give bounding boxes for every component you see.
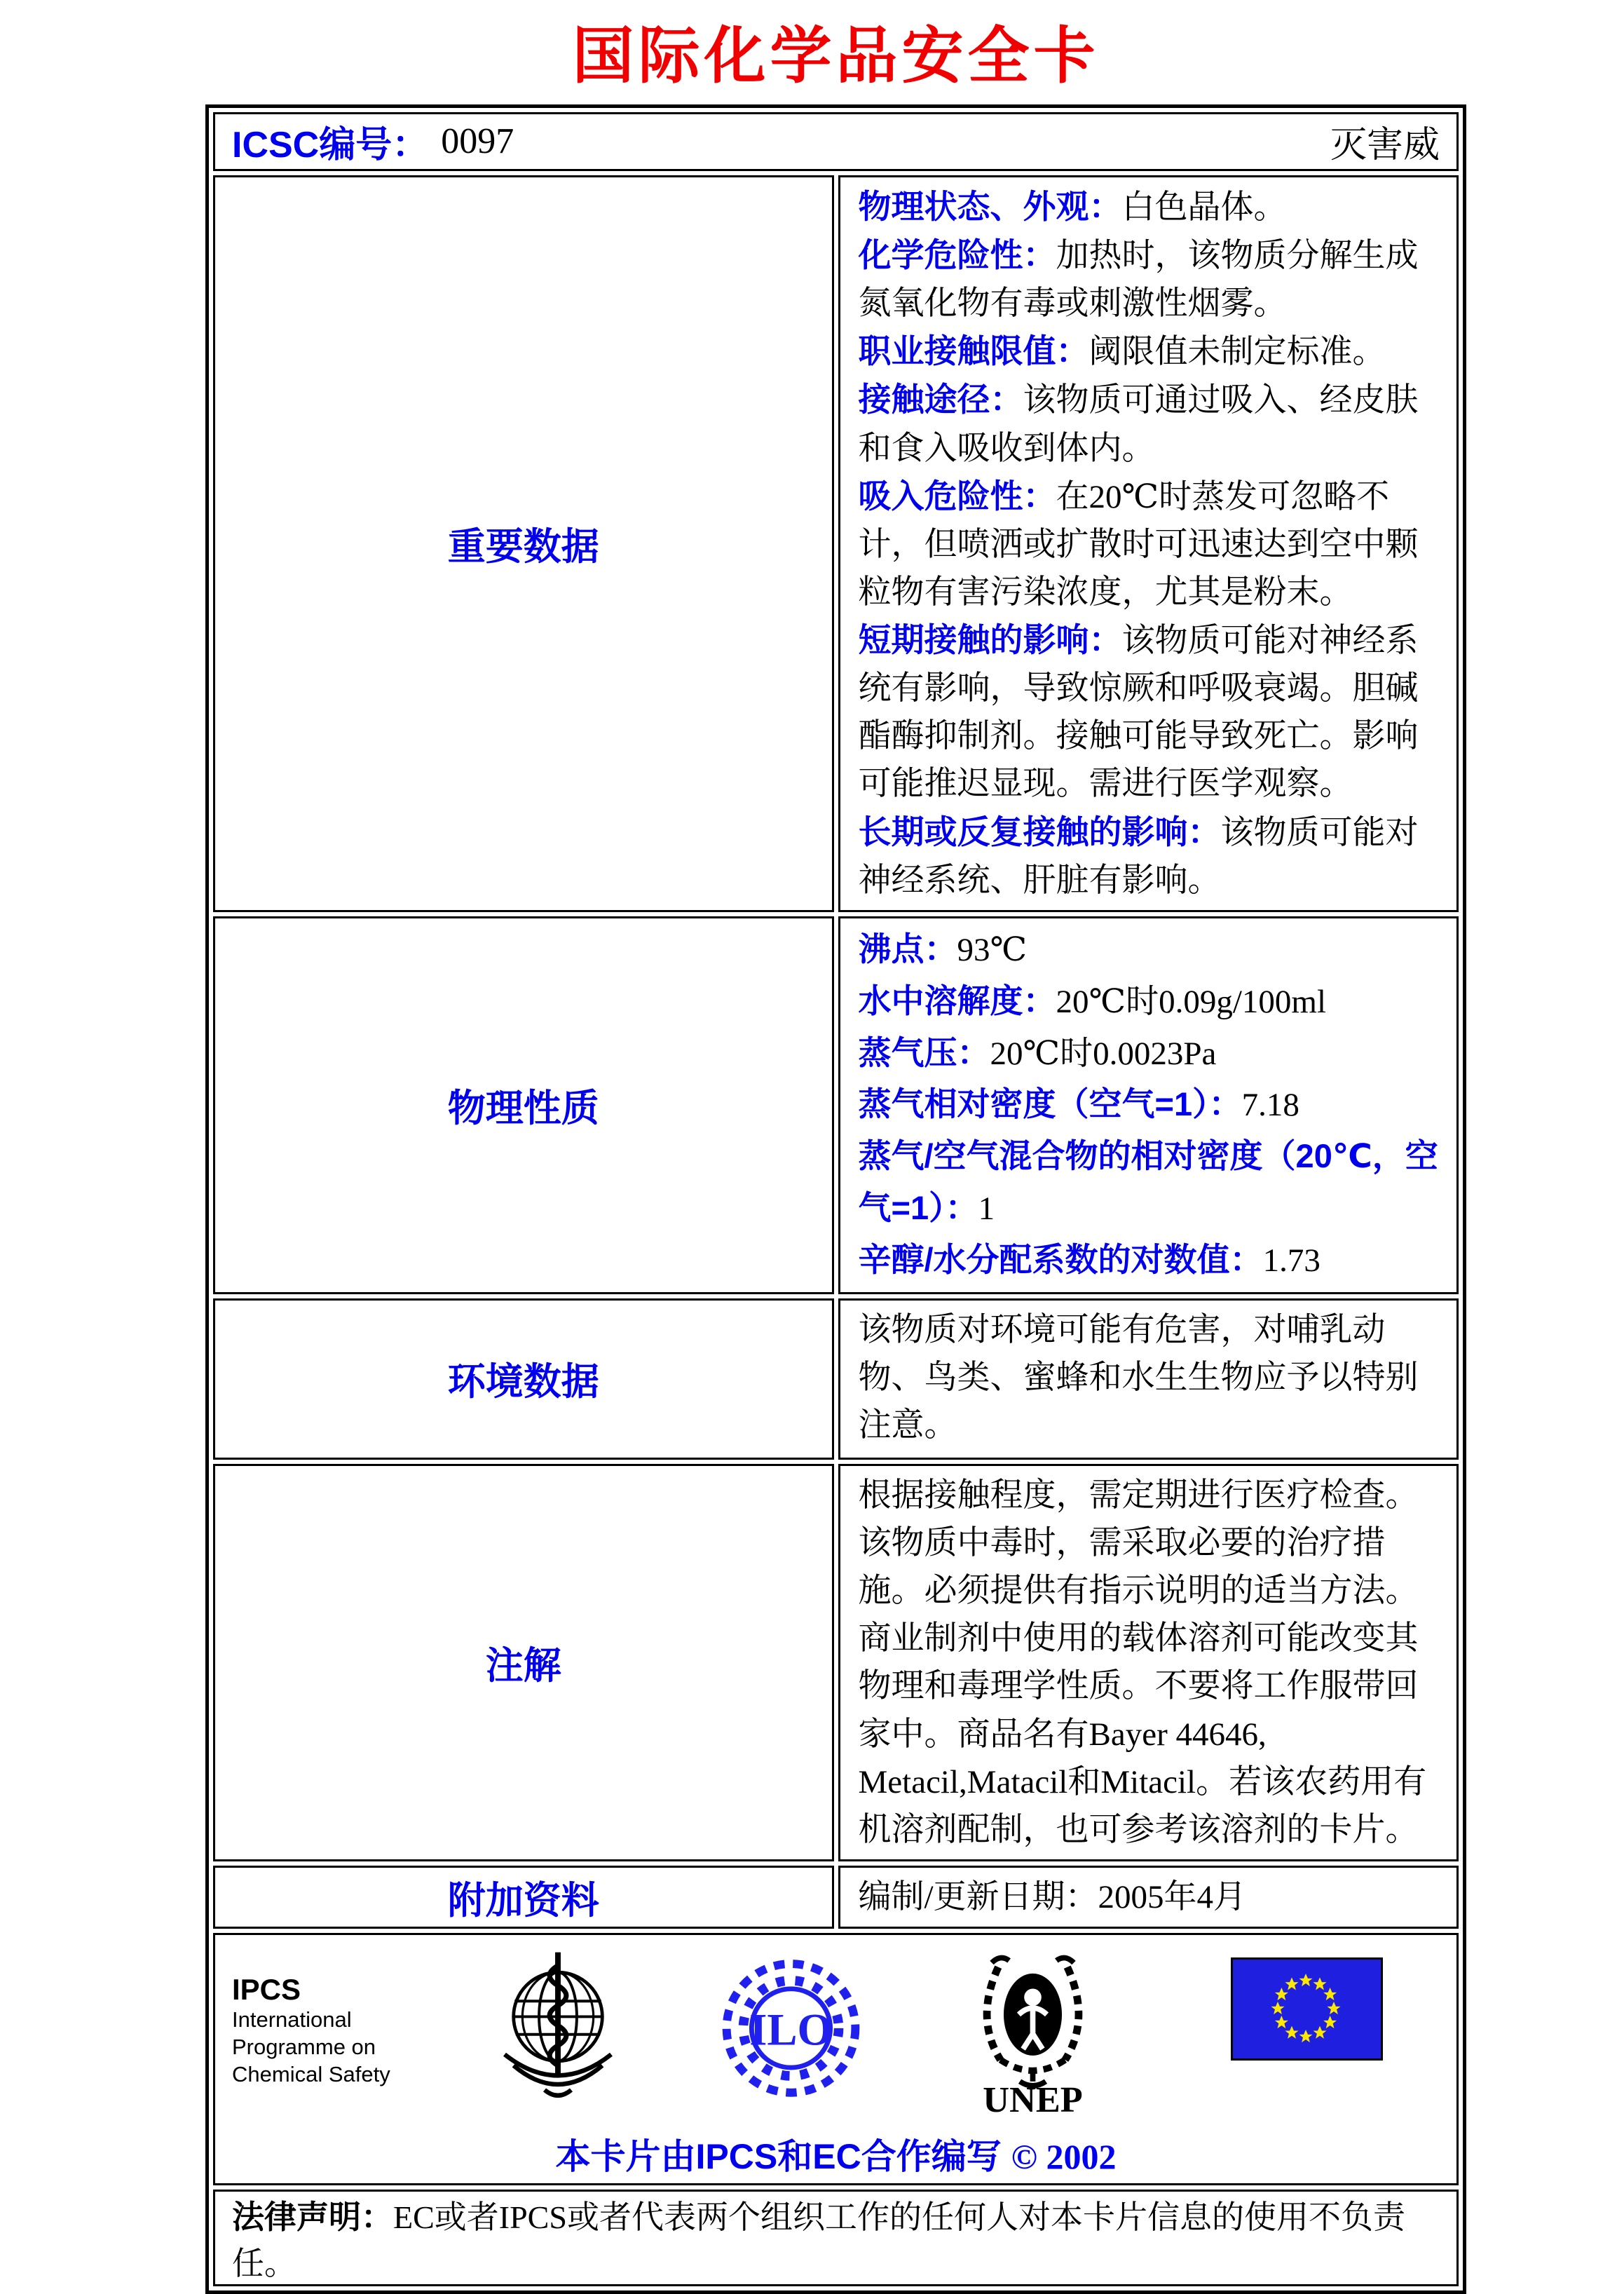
property-item [859, 473, 1439, 616]
item-text: 在20℃时蒸发可忽略不计，但喷洒或扩散时可迅速达到空中颗粒物有害污染浓度，尤其是粉末。 [858, 478, 1419, 611]
property-item [859, 1028, 1439, 1080]
section-label-additional-info: 附加资料 [213, 1866, 834, 1929]
item-label: 辛醇/水分配系数的对数值： [858, 1240, 1263, 1278]
icsc-number-value: 0097 [441, 121, 514, 162]
notes-content [838, 1464, 1459, 1861]
item-text: 20℃时0.09g/100ml [1056, 983, 1327, 1020]
icsc-number-group [232, 115, 514, 168]
property-item [859, 1306, 1439, 1449]
ipcs-line: International [232, 2007, 352, 2032]
legal-cell [213, 2190, 1459, 2286]
item-label: 化学危险性： [858, 236, 1056, 273]
notes-row [213, 1464, 1459, 1861]
item-label: 接触途径： [858, 381, 1023, 419]
item-label: 吸入危险性： [858, 477, 1056, 515]
property-item [859, 1131, 1439, 1235]
item-text: 1.73 [1262, 1242, 1321, 1279]
property-item [859, 327, 1439, 376]
property-item [859, 616, 1439, 808]
section-label-important-data: 重要数据 [213, 175, 834, 912]
copyright-text: © 2002 [1011, 2137, 1117, 2177]
important-data-row [213, 175, 1459, 912]
item-text: 阈限值未制定标准。 [1089, 334, 1386, 371]
page-title: 国际化学品安全卡 [572, 23, 1100, 91]
item-text: 93℃ [957, 931, 1028, 968]
header-cell [213, 112, 1459, 171]
update-date: 编制/更新日期：2005年4月 [858, 1878, 1247, 1915]
item-label: 蒸气/空气混合物的相对密度（20℃，空气=1）： [858, 1137, 1438, 1227]
ilo-letters: ILO [749, 2004, 833, 2055]
property-item [859, 1472, 1439, 1854]
legal-text: EC或者IPCS或者代表两个组织工作的任何人对本卡片信息的使用不负责任。 [232, 2199, 1405, 2282]
property-item [859, 1079, 1439, 1131]
property-item [859, 976, 1439, 1028]
item-label: 蒸气压： [858, 1033, 990, 1071]
item-label: 短期接触的影响： [858, 621, 1122, 659]
unep-logo-icon [968, 1948, 1098, 2116]
item-label: 水中溶解度： [858, 982, 1056, 1019]
physical-properties-content [838, 916, 1459, 1294]
property-item [859, 231, 1439, 327]
item-text: 该物质可通过吸入、经皮肤和食入吸收到体内。 [858, 382, 1419, 467]
item-label: 物理状态、外观： [858, 187, 1122, 225]
item-label: 长期或反复接触的影响： [858, 813, 1221, 850]
ipcs-text-block [232, 1973, 407, 2089]
item-text: 7.18 [1241, 1087, 1299, 1124]
logo-band [232, 1945, 1440, 2116]
icsc-card-table [205, 104, 1466, 2294]
legal-row [213, 2190, 1459, 2286]
item-text: 该物质可能对神经系统、肝脏有影响。 [858, 814, 1419, 899]
property-item [859, 924, 1439, 976]
ilo-logo-icon [719, 1952, 863, 2112]
item-text: 白色晶体。 [1121, 189, 1287, 226]
chemical-name: 灭害威 [1330, 125, 1440, 166]
header-row [213, 112, 1459, 171]
environmental-data-content [838, 1298, 1459, 1460]
ipcs-title: IPCS [232, 1973, 301, 2007]
legal-label: 法律声明： [232, 2199, 393, 2236]
additional-info-row [213, 1866, 1459, 1929]
icsc-number-label: ICSC编号： [232, 125, 429, 166]
section-label-notes: 注解 [213, 1464, 834, 1861]
item-text: 1 [978, 1190, 995, 1228]
property-item [859, 183, 1439, 231]
item-label: 沸点： [858, 930, 957, 968]
item-label: 职业接触限值： [858, 332, 1089, 370]
physical-properties-row [213, 916, 1459, 1294]
section-label-environmental-data: 环境数据 [213, 1298, 834, 1460]
footer-row [213, 1933, 1459, 2185]
important-data-content [838, 175, 1459, 912]
ipcs-line: Programme on [232, 2035, 376, 2060]
item-text: 20℃时0.0023Pa [990, 1035, 1217, 1072]
item-text: 加热时，该物质分解生成氮氧化物有毒或刺激性烟雾。 [858, 237, 1419, 323]
property-item [859, 808, 1439, 904]
item-text: 该物质可能对神经系统有影响，导致惊厥和呼吸衰竭。胆碱酯酶抑制剂。接触可能导致死亡。影响可能推迟显现。需进行医学观察。 [858, 623, 1419, 803]
property-item [859, 376, 1439, 472]
footer-cell [213, 1933, 1459, 2185]
ipcs-line: Chemical Safety [232, 2061, 390, 2086]
footer-caption [232, 2129, 1440, 2179]
caption-text: 本卡片由IPCS和EC合作编写 [555, 2137, 1002, 2177]
additional-info-content [838, 1866, 1459, 1929]
item-text: 该物质对环境可能有危害，对哺乳动物、鸟类、蜜蜂和水生生物应予以特别注意。 [858, 1311, 1419, 1444]
section-label-physical-properties: 物理性质 [213, 916, 834, 1294]
item-label: 蒸气相对密度（空气=1）： [858, 1085, 1242, 1123]
who-logo-icon [491, 1948, 625, 2115]
property-item [859, 1235, 1439, 1287]
unep-letters: UNEP [983, 2079, 1083, 2117]
eu-flag-icon [1231, 1957, 1383, 2061]
item-text: 根据接触程度，需定期进行医疗检查。该物质中毒时，需采取必要的治疗措施。必须提供有指示说明的适当方法。商业制剂中使用的载体溶剂可能改变其物理和毒理学性质。不要将工作服带回家中。商品名有Bayer 44646, Metacil,Matacil和Mitacil。若该农药用有机溶剂配制，也可参考该溶剂的卡片。 [858, 1477, 1427, 1848]
environmental-data-row [213, 1298, 1459, 1460]
